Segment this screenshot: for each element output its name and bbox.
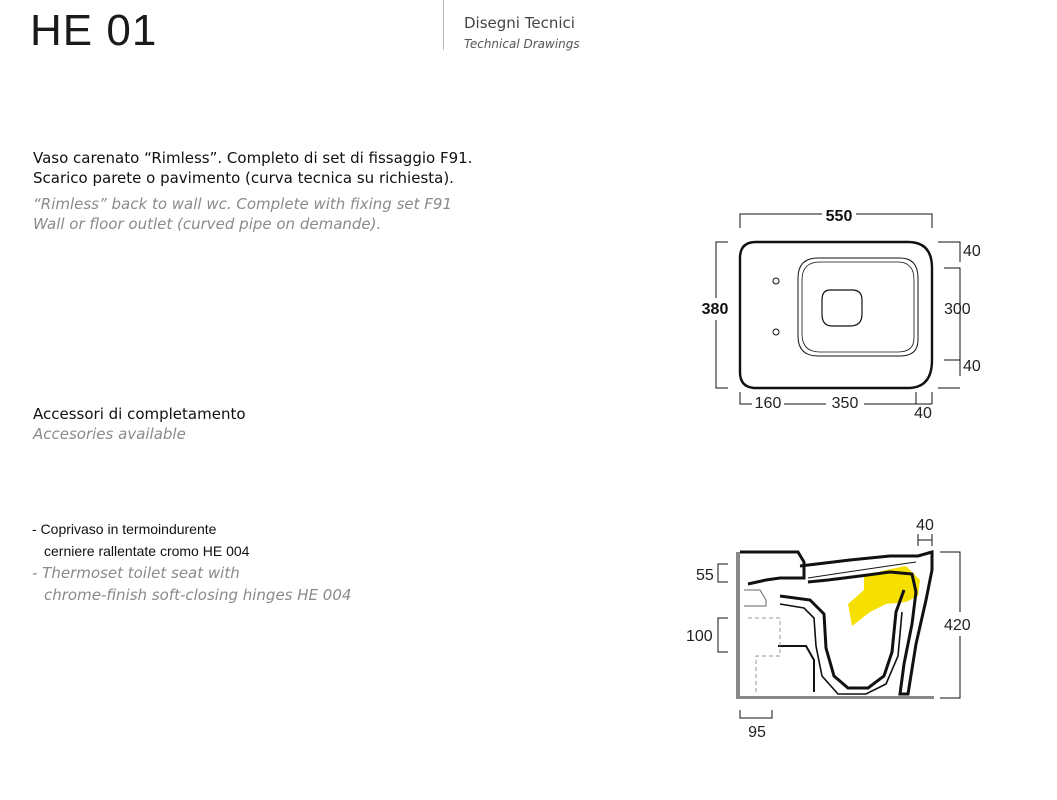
description-line2-en: Wall or floor outlet (curved pipe on demande). [33, 215, 382, 233]
dim-side-55 [718, 564, 728, 582]
dim-side-55-label: 55 [696, 567, 714, 584]
floor-line [736, 696, 934, 699]
dim-side-95 [740, 710, 772, 718]
bowl-outlet [822, 290, 862, 326]
dim-width-550: 550 [825, 208, 853, 225]
bowl-outline [740, 242, 932, 388]
side-view-drawing [718, 534, 960, 718]
section-title-it: Disegni Tecnici [464, 14, 575, 32]
description-line1-en: “Rimless” back to wall wc. Complete with fixing set F91 [33, 195, 452, 213]
dim-side-height-420: 420 [944, 617, 971, 634]
description-line1-it: Vaso carenato “Rimless”. Completo di set di fissaggio F91. [33, 149, 473, 167]
dim-depth-380: 380 [701, 301, 729, 318]
bowl-rim-inner [802, 262, 914, 352]
dim-bottom-160: 160 [754, 395, 782, 412]
dim-side-top-40: 40 [916, 517, 934, 534]
outlet-pipe [778, 646, 814, 692]
dim-bottom-40: 40 [914, 405, 932, 422]
wall-hatch [736, 552, 740, 698]
accessory-line1-en: - Thermoset toilet seat with [32, 564, 240, 582]
dim-bottom-350: 350 [831, 395, 859, 412]
top-view-drawing [716, 214, 960, 404]
dim-right-top-40: 40 [963, 243, 981, 260]
accessory-line2-it: cerniere rallentate cromo HE 004 [44, 543, 250, 559]
accessory-line1-it: - Coprivaso in termoindurente [32, 521, 217, 537]
model-code: HE 01 [30, 6, 158, 55]
fixing-hole-bottom [773, 329, 779, 335]
dashed-outlet [748, 618, 780, 692]
dim-side-95-label: 95 [748, 724, 766, 741]
description-line2-it: Scarico parete o pavimento (curva tecnica su richiesta). [33, 169, 454, 187]
bowl-body-outer [740, 552, 804, 584]
dim-side-100 [718, 618, 728, 652]
bowl-trap [780, 590, 904, 688]
section-title-en: Technical Drawings [464, 37, 580, 51]
accessories-title-en: Accesories available [33, 425, 186, 443]
fixing-hole-top [773, 278, 779, 284]
dim-side-top [918, 534, 932, 546]
dim-right-mid-300: 300 [944, 301, 971, 318]
fixing-bracket [744, 590, 766, 606]
dim-right-bottom-40: 40 [963, 358, 981, 375]
dim-side-100-label: 100 [686, 628, 713, 645]
bowl-rim [798, 258, 918, 356]
accessory-line2-en: chrome-finish soft-closing hinges HE 004 [44, 586, 352, 604]
bowl-body-rim [800, 552, 932, 694]
accessories-title-it: Accessori di completamento [33, 405, 246, 423]
